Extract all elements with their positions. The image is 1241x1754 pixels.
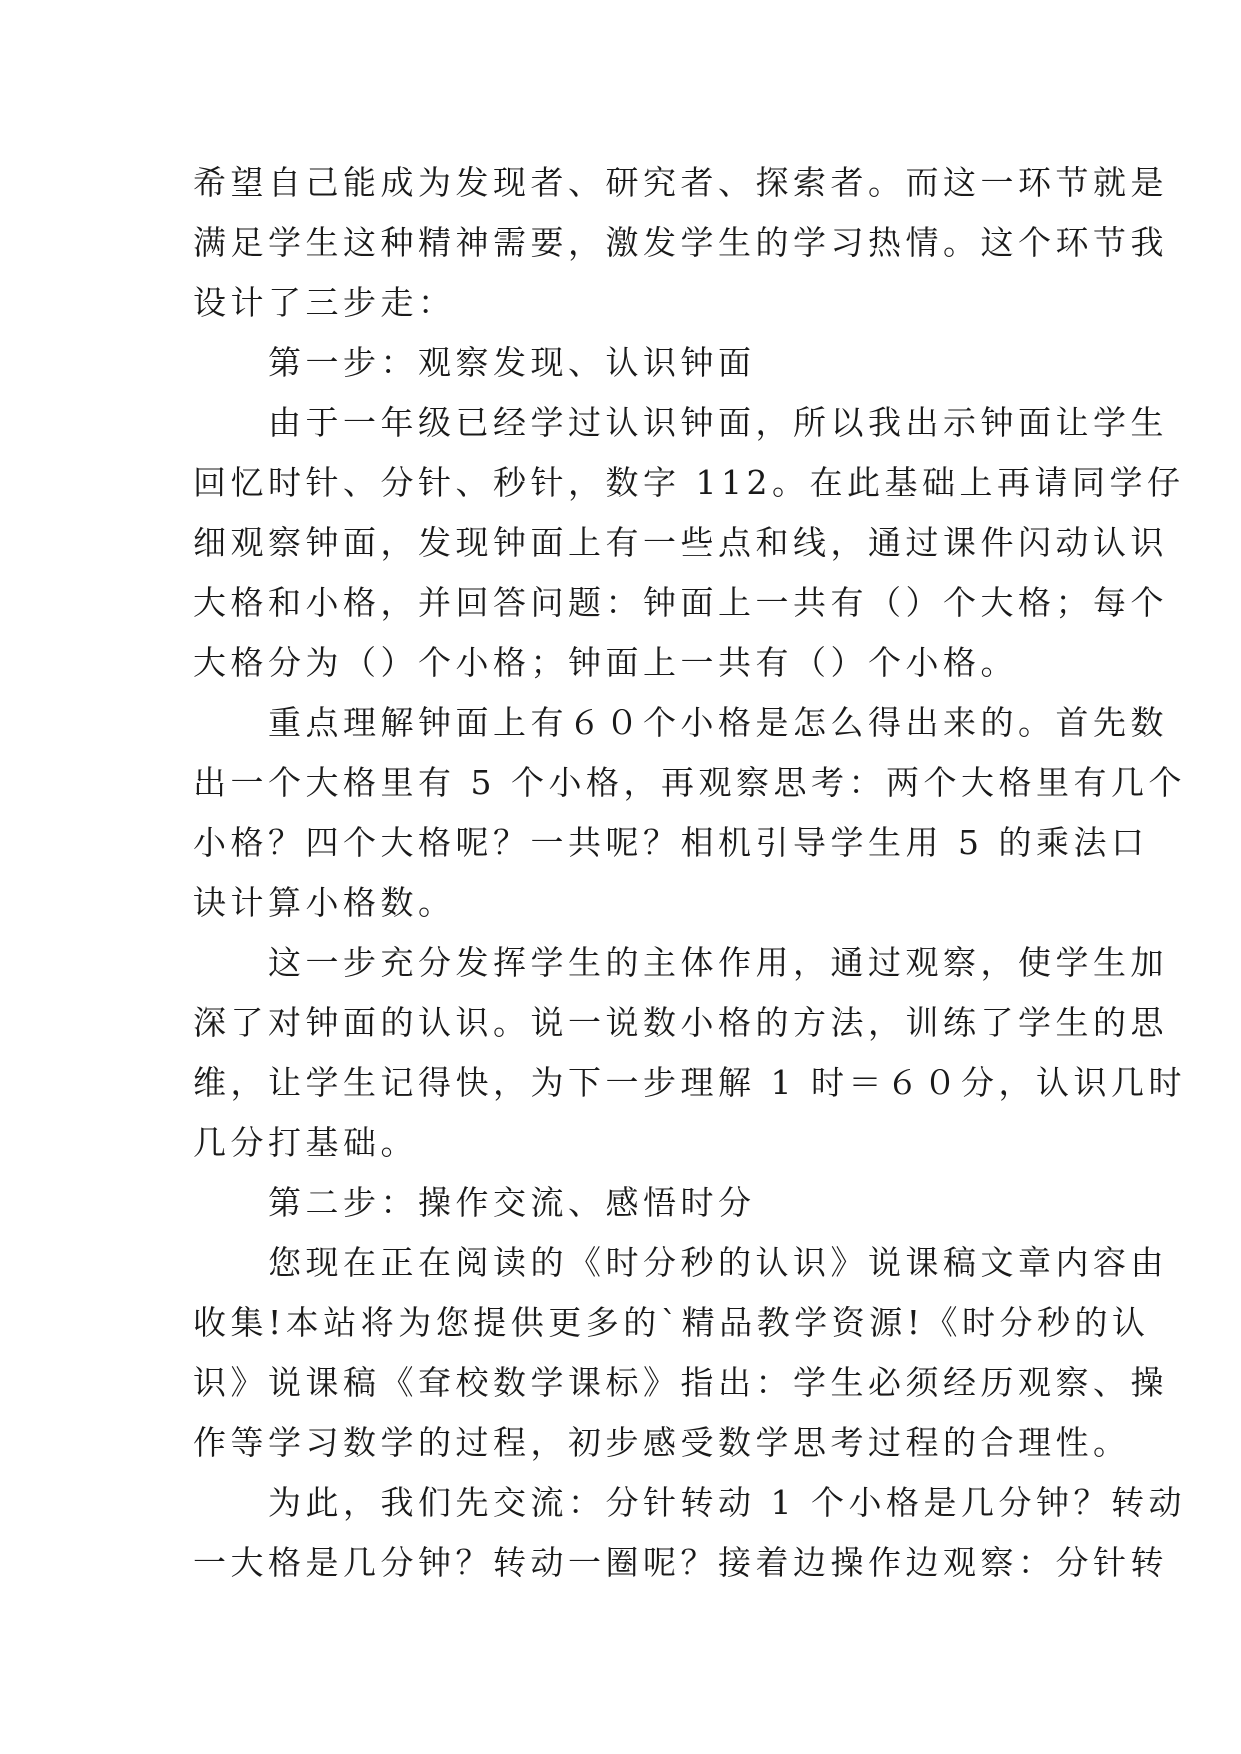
text-line: 深了对钟面的认识。说一说数小格的方法，训练了学生的思 — [193, 1003, 1168, 1042]
text-line: 为此，我们先交流：分针转动 1 个小格是几分钟？转动 — [193, 1483, 1186, 1522]
text-line: 收集!本站将为您提供更多的`精品教学资源!《时分秒的认 — [193, 1303, 1150, 1342]
text-line: 出一个大格里有 5 个小格，再观察思考：两个大格里有几个 — [193, 763, 1186, 802]
text-line: 希望自己能成为发现者、研究者、探索者。而这一环节就是 — [193, 163, 1168, 202]
text-line: 由于一年级已经学过认识钟面，所以我出示钟面让学生 — [193, 403, 1168, 442]
section-heading-step-two: 第二步：操作交流、感悟时分 — [193, 1183, 756, 1222]
text-line: 识》说课稿《耷校数学课标》指出：学生必须经历观察、操 — [193, 1363, 1168, 1402]
text-line: 几分打基础。 — [193, 1123, 418, 1162]
text-line: 一大格是几分钟？转动一圈呢？接着边操作边观察：分针转 — [193, 1543, 1168, 1582]
section-heading-step-one: 第一步：观察发现、认识钟面 — [193, 343, 756, 382]
text-line: 细观察钟面，发现钟面上有一些点和线，通过课件闪动认识 — [193, 523, 1168, 562]
text-line: 重点理解钟面上有６０个小格是怎么得出来的。首先数 — [193, 703, 1168, 742]
text-line: 这一步充分发挥学生的主体作用，通过观察，使学生加 — [193, 943, 1168, 982]
text-line: 回忆时针、分针、秒针，数字 112。在此基础上再请同学仔 — [193, 463, 1185, 502]
document-body — [193, 153, 1186, 1593]
text-line: 小格？四个大格呢？一共呢？相机引导学生用 5 的乘法口 — [193, 823, 1149, 862]
text-line: 满足学生这种精神需要，激发学生的学习热情。这个环节我 — [193, 223, 1168, 262]
text-line: 维，让学生记得快，为下一步理解 1 时＝６０分，认识几时 — [193, 1063, 1186, 1102]
text-line: 作等学习数学的过程，初步感受数学思考过程的合理性。 — [193, 1423, 1131, 1462]
text-line: 诀计算小格数。 — [193, 883, 456, 922]
text-line: 设计了三步走： — [193, 283, 456, 322]
text-line: 大格分为（）个小格；钟面上一共有（）个小格。 — [193, 643, 1018, 682]
text-line: 您现在正在阅读的《时分秒的认识》说课稿文章内容由 — [193, 1243, 1168, 1282]
text-line: 大格和小格，并回答问题：钟面上一共有（）个大格；每个 — [193, 583, 1168, 622]
